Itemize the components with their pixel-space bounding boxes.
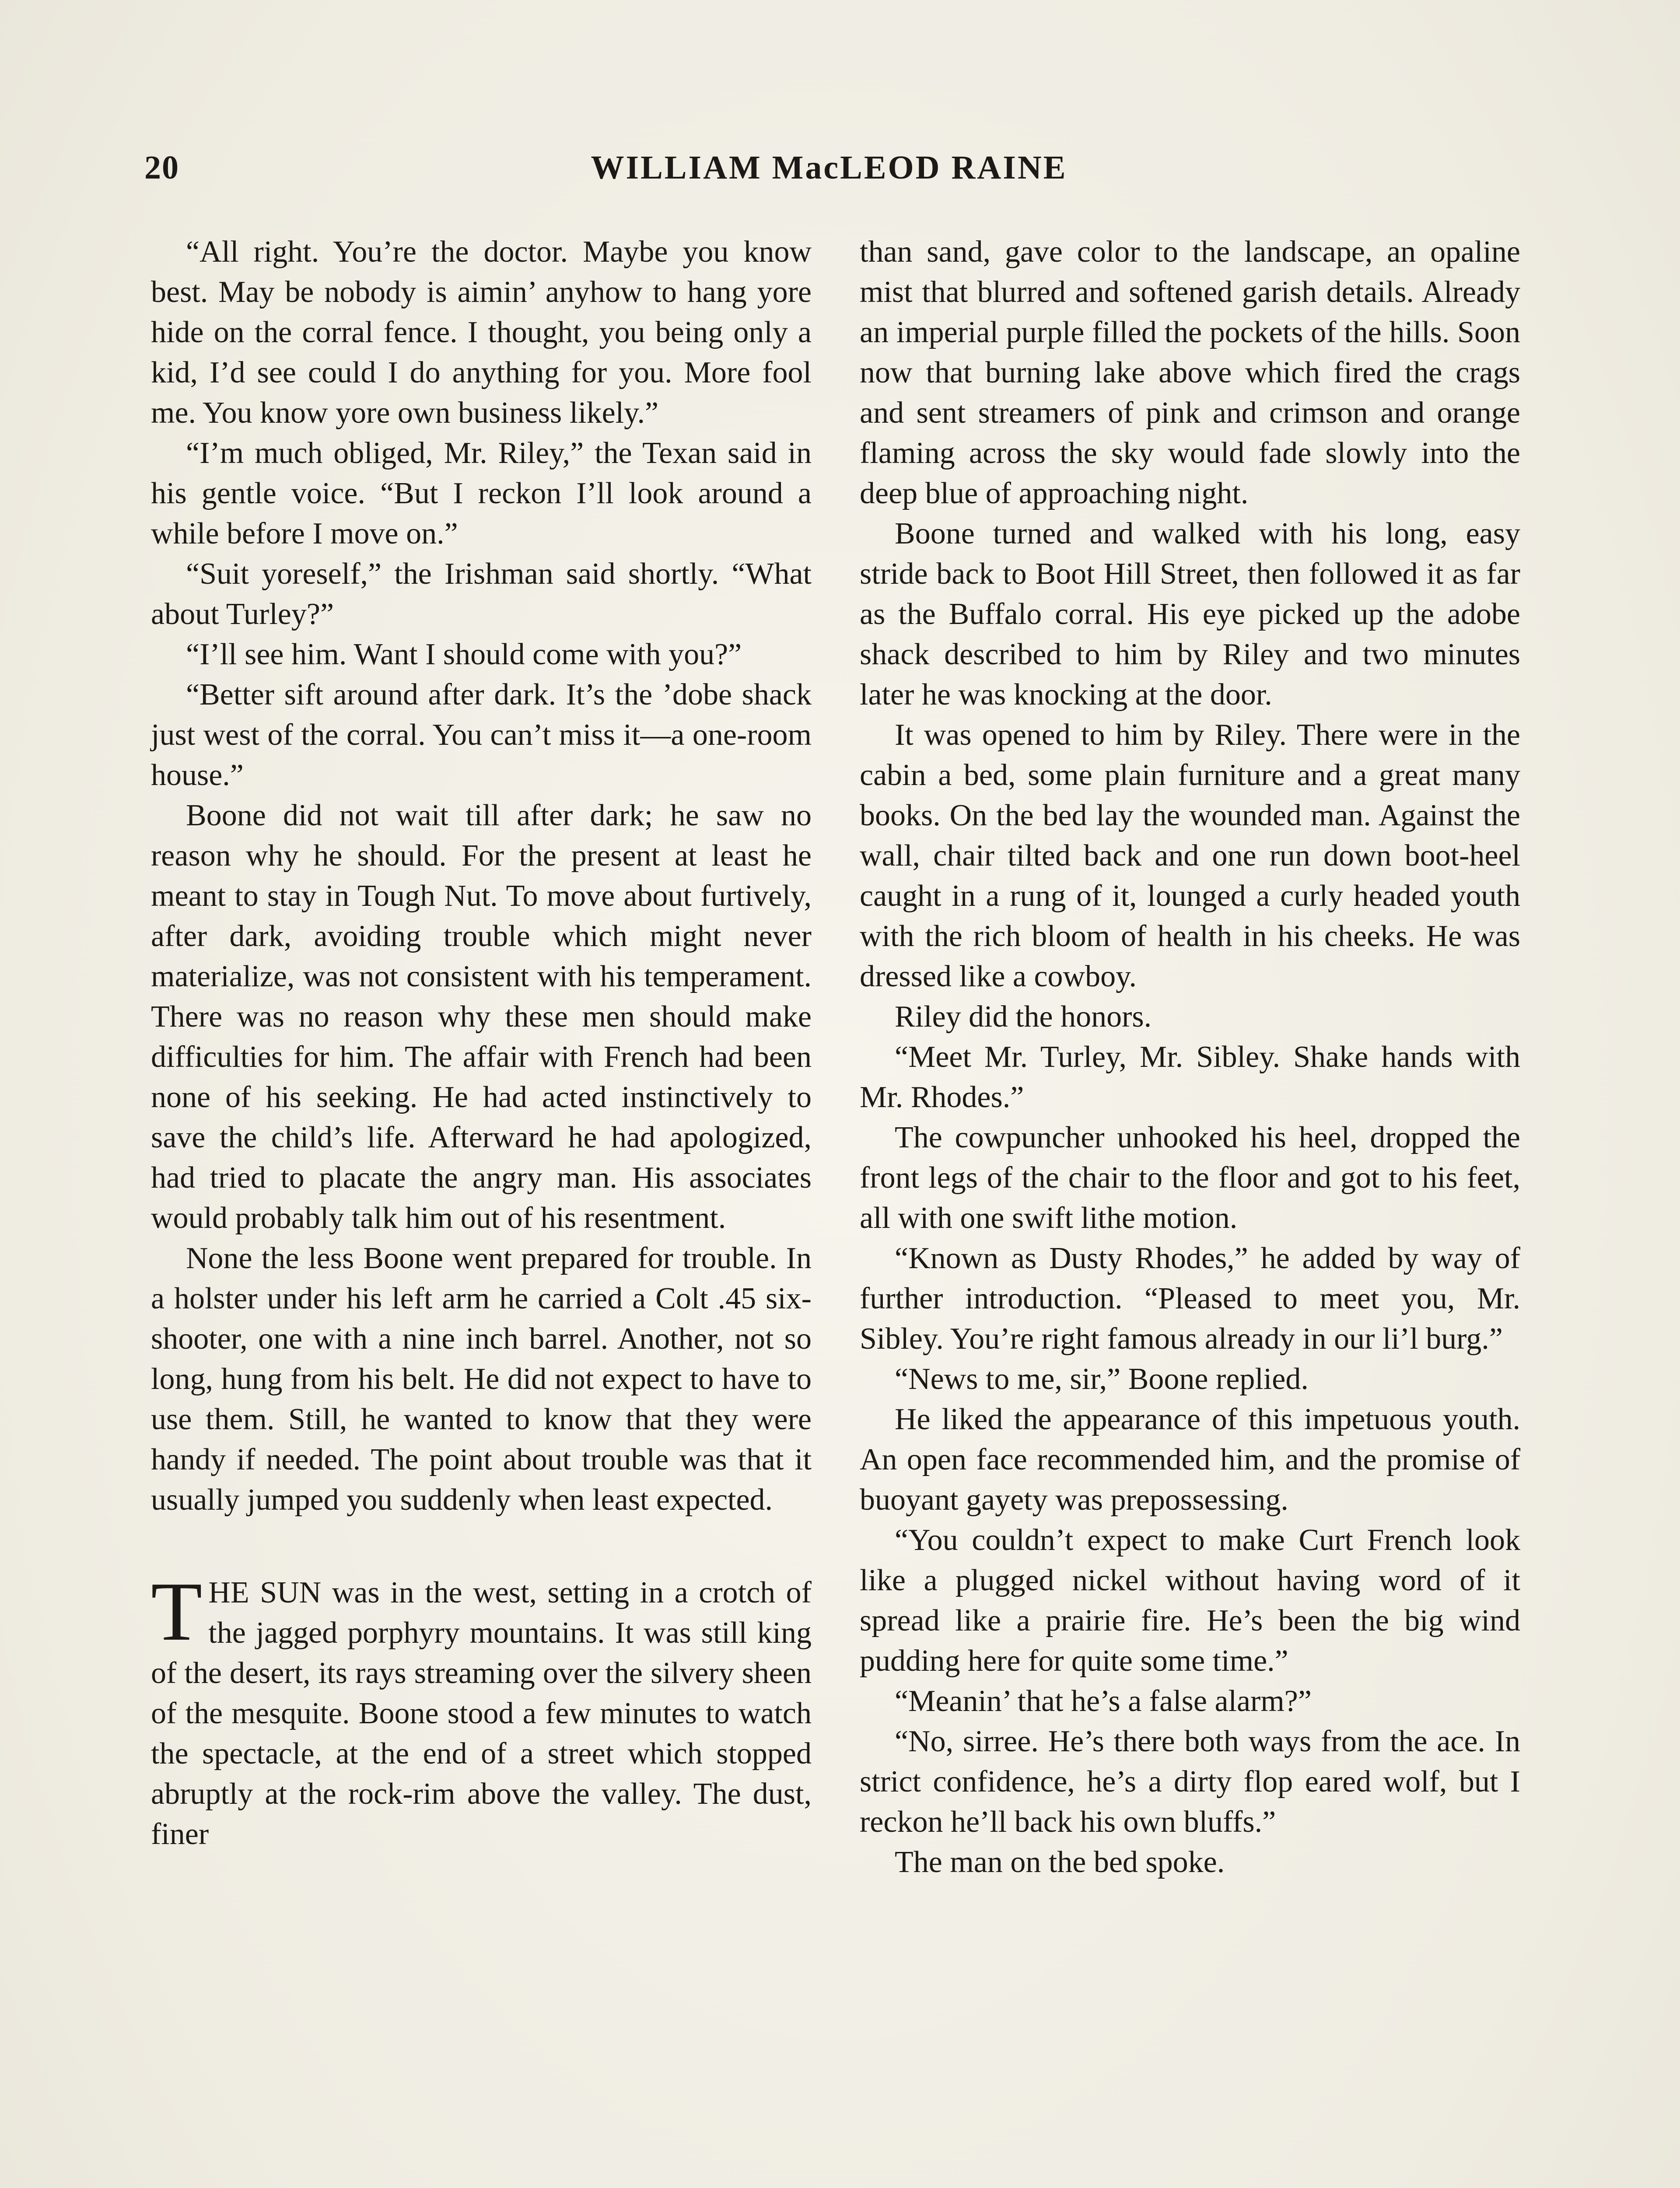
paragraph: “I’m much obliged, Mr. Riley,” the Texan said in his gentle voice. “But I reckon I’ll look around a while before I move on.”: [151, 436, 812, 551]
paragraph: He liked the appearance of this impetuous youth. An open face recommended him, and the promise of buoyant gayety was prepossessing.: [860, 1403, 1520, 1517]
section-break: [151, 1520, 812, 1573]
section-opening-text: was in the west, setting in a crotch of the jagged porphyry mountains. It was still king of the desert, its rays streaming over the silvery sheen of the mesquite. Boone stood a few minutes to watch the spectacle, at the end of a street which stopped abruptly at the rock-rim above the valley. The dust, finer: [151, 1576, 812, 1851]
paragraph: None the less Boone went prepared for trouble. In a holster under his left arm he carried a Colt .45 six-shooter, one with a nine inch barrel. Another, not so long, hung from his belt. He did not expect to have to use them. Still, he wanted to know that they were handy if needed. The point about trouble was that it usually jumped you suddenly when least expected.: [151, 1241, 812, 1517]
paragraph: “Known as Dusty Rhodes,” he added by way of further introduction. “Pleased to meet you, Mr. Sibley. You’re right famous already in our li’l burg.”: [860, 1241, 1520, 1356]
paragraph: Riley did the honors.: [895, 1000, 1152, 1034]
page-number: 20: [144, 149, 179, 186]
paragraph-continued: than sand, gave color to the landscape, an opaline mist that blurred and softened garish details. Already an imperial purple filled the pockets of the hills. Soon now that burning lake above which fired the crags and sent streamers of pink and crimson and orange flaming across the sky would fade slowly into the deep blue of approaching night.: [860, 235, 1520, 510]
paragraph: Boone turned and walked with his long, easy stride back to Boot Hill Street, then followed it as far as the Buffalo corral. His eye picked up the adobe shack described to him by Riley and two minutes later he was knocking at the door.: [860, 517, 1520, 712]
lead-in-caps: HE SUN: [208, 1576, 322, 1609]
paragraph: “All right. You’re the doctor. Maybe you know best. May be nobody is aimin’ anyhow to hang yore hide on the corral fence. I thought, you being only a kid, I’d see could I do anything for you. More fool me. You know yore own business likely.”: [151, 235, 812, 430]
paragraph: “Meet Mr. Turley, Mr. Sibley. Shake hands with Mr. Rhodes.”: [860, 1040, 1520, 1114]
running-head: WILLIAM MacLEOD RAINE: [591, 149, 1068, 186]
paragraph: The cowpuncher unhooked his heel, dropped the front legs of the chair to the floor and got to his feet, all with one swift lithe motion.: [860, 1121, 1520, 1235]
paragraph: “Better sift around after dark. It’s the ’dobe shack just west of the corral. You can’t miss it—a one-room house.”: [151, 678, 812, 792]
paragraph: Boone did not wait till after dark; he saw no reason why he should. For the present at least he meant to stay in Tough Nut. To move about furtively, after dark, avoiding trouble which might never materialize, was not consistent with his temperament. There was no reason why these men should make difficulties for him. The affair with French had been none of his seeking. He had acted instinctively to save the child’s life. Afterward he had apologized, had tried to placate the angry man. His associates would probably talk him out of his resentment.: [151, 799, 812, 1235]
paragraph: The man on the bed spoke.: [895, 1845, 1225, 1879]
section-opening-paragraph: [151, 1565, 812, 1855]
paragraph: “Meanin’ that he’s a false alarm?”: [895, 1684, 1312, 1718]
paragraph: “News to me, sir,” Boone replied.: [895, 1362, 1309, 1396]
right-column: [860, 232, 1520, 1883]
paragraph: “You couldn’t expect to make Curt French look like a plugged nickel without having word of it spread like a prairie fire. He’s been the big wind pudding here for quite some time.”: [860, 1523, 1520, 1678]
paragraph: “I’ll see him. Want I should come with you?”: [186, 638, 742, 671]
drop-cap: T: [151, 1565, 203, 1658]
page-header: [144, 149, 1514, 201]
left-column: [151, 232, 812, 1855]
paragraph: “No, sirree. He’s there both ways from the ace. In strict confidence, he’s a dirty flop eared wolf, but I reckon he’ll back his own bluffs.”: [860, 1725, 1520, 1839]
paragraph: It was opened to him by Riley. There were in the cabin a bed, some plain furniture and a great many books. On the bed lay the wounded man. Against the wall, chair tilted back and one run down boot-heel caught in a rung of it, lounged a curly headed youth with the rich bloom of health in his cheeks. He was dressed like a cowboy.: [860, 718, 1520, 993]
paragraph: “Suit yoreself,” the Irishman said shortly. “What about Turley?”: [151, 557, 812, 631]
